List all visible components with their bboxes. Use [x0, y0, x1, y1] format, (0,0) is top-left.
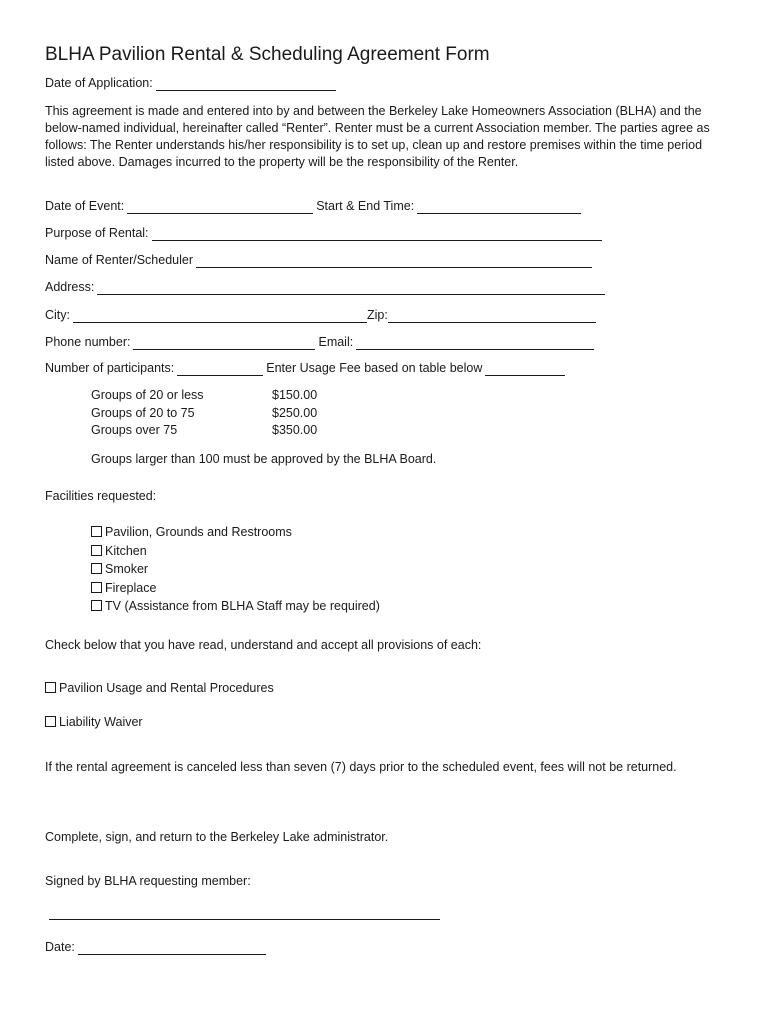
- intro-paragraph: This agreement is made and entered into by and between the Berkeley Lake Homeowners Association (BLHA) and the below-named individual, hereinafter called “Renter”. Renter must be a current Association member. The parties agree as follows: The Renter understands his/her responsibility is to set up, clean up and restore premises within the time period listed above. Damages incurred to the property will be the responsibility of the Renter.: [45, 104, 710, 169]
- accept-item-waiver: [45, 715, 143, 729]
- list-item: [91, 542, 380, 561]
- facility-kitchen-checkbox[interactable]: [91, 545, 102, 556]
- facility-tv-checkbox[interactable]: [91, 600, 102, 611]
- email-field[interactable]: [356, 336, 594, 350]
- accept-item-label: Liability Waiver: [59, 715, 143, 729]
- large-group-note: Groups larger than 100 must be approved by the BLHA Board.: [91, 452, 437, 466]
- usage-fee-field[interactable]: [485, 362, 565, 376]
- renter-name-row: [45, 253, 595, 268]
- cancellation-note: If the rental agreement is canceled less than seven (7) days prior to the scheduled event, fees will not be returned.: [45, 760, 677, 774]
- renter-name-field[interactable]: [196, 254, 592, 268]
- date-of-event-label: Date of Event:: [45, 199, 125, 213]
- signed-by-label: Signed by BLHA requesting member:: [45, 874, 251, 888]
- phone-field[interactable]: [133, 336, 315, 350]
- list-item: [91, 560, 380, 579]
- fee-group-cell: Groups over 75: [91, 423, 178, 437]
- fee-amount-cell: $250.00: [272, 405, 318, 420]
- date-of-application-row: [45, 76, 339, 91]
- date-of-event-field[interactable]: [127, 200, 313, 214]
- phone-email-row: [45, 335, 597, 350]
- phone-label: Phone number:: [45, 335, 131, 349]
- accept-item-label: Pavilion Usage and Rental Procedures: [59, 681, 274, 695]
- participants-row: [45, 361, 568, 376]
- city-zip-row: [45, 308, 599, 323]
- facility-label: Kitchen: [105, 543, 147, 558]
- city-label: City:: [45, 308, 70, 322]
- event-date-row: [45, 199, 584, 214]
- facilities-label: Facilities requested:: [45, 489, 157, 503]
- signature-field[interactable]: [49, 919, 440, 920]
- start-end-time-label: Start & End Time:: [316, 199, 415, 213]
- address-label: Address:: [45, 280, 95, 294]
- participants-field[interactable]: [177, 362, 263, 376]
- fee-amount-cell: $150.00: [272, 388, 318, 402]
- facility-smoker-checkbox[interactable]: [91, 563, 102, 574]
- facility-label: Smoker: [105, 562, 149, 576]
- accept-usage-checkbox[interactable]: [45, 682, 56, 693]
- fee-amount-cell: $350.00: [272, 423, 318, 437]
- participants-label: Number of participants:: [45, 361, 175, 375]
- accept-item-usage: [45, 681, 274, 695]
- city-field[interactable]: [73, 309, 367, 323]
- address-field[interactable]: [97, 281, 605, 295]
- address-row: [45, 280, 608, 295]
- list-item: [91, 597, 380, 616]
- date-label: Date:: [45, 940, 75, 954]
- fee-table: [91, 387, 317, 440]
- email-label: Email:: [318, 335, 354, 349]
- fee-group-cell: Groups of 20 or less: [91, 388, 204, 402]
- fee-group-cell: Groups of 20 to 75: [91, 405, 195, 420]
- list-item: [91, 579, 380, 598]
- purpose-row: [45, 226, 605, 241]
- accept-waiver-checkbox[interactable]: [45, 716, 56, 727]
- date-row: [45, 940, 269, 955]
- facility-label: Pavilion, Grounds and Restrooms: [105, 525, 292, 539]
- list-item: [91, 523, 380, 542]
- usage-fee-label: Enter Usage Fee based on table below: [266, 361, 483, 375]
- purpose-label: Purpose of Rental:: [45, 226, 149, 240]
- table-row: [91, 405, 317, 423]
- facility-pavilion-checkbox[interactable]: [91, 526, 102, 537]
- table-row: [91, 422, 317, 440]
- table-row: [91, 387, 317, 405]
- facilities-list: [91, 523, 380, 616]
- zip-field[interactable]: [388, 309, 596, 323]
- accept-label: Check below that you have read, understand and accept all provisions of each:: [45, 638, 482, 652]
- start-end-time-field[interactable]: [417, 200, 581, 214]
- zip-label: Zip:: [367, 308, 388, 322]
- purpose-field[interactable]: [152, 227, 602, 241]
- facility-label: TV (Assistance from BLHA Staff may be required): [105, 599, 380, 613]
- form-title: BLHA Pavilion Rental & Scheduling Agreement Form: [45, 44, 490, 65]
- date-of-application-label: Date of Application:: [45, 76, 153, 90]
- return-note: Complete, sign, and return to the Berkeley Lake administrator.: [45, 830, 389, 844]
- renter-name-label: Name of Renter/Scheduler: [45, 253, 193, 267]
- facility-label: Fireplace: [105, 580, 157, 595]
- date-of-application-field[interactable]: [156, 77, 336, 91]
- facility-fireplace-checkbox[interactable]: [91, 582, 102, 593]
- date-field[interactable]: [78, 941, 266, 955]
